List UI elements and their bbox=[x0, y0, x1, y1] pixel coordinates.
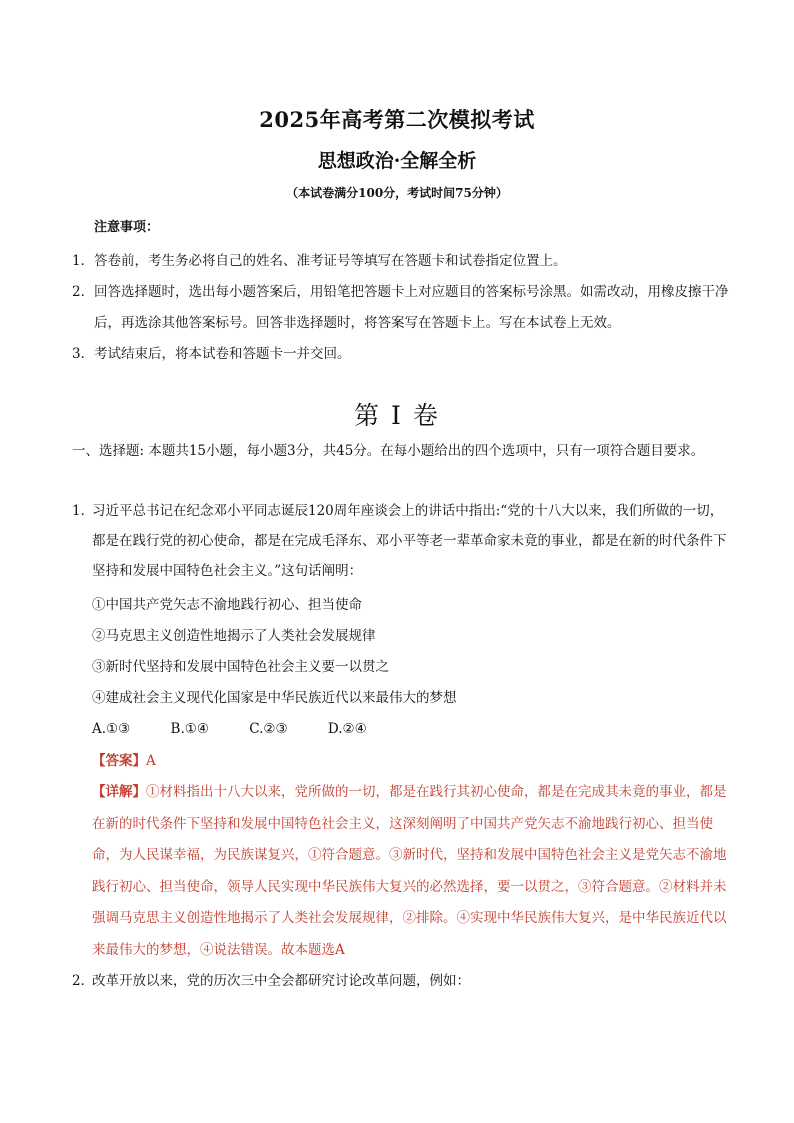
detail-explanation bbox=[92, 777, 732, 966]
notice-item-text: 考试结束后，将本试卷和答题卡一并交回。 bbox=[94, 346, 351, 362]
notice-heading: 注意事项： bbox=[94, 220, 160, 235]
statement-item: ②马克思主义创造性地揭示了人类社会发展规律 bbox=[92, 628, 376, 644]
detail-text: ①材料指出十八大以来，党所做的一切，都是在践行其初心使命，都是在完成其未竟的事业，都是在新的时代条件下坚持和发展中国特色社会主义，这深刻阐明了中国共产党矢志不渝地践行初心、担当使命，为人民谋幸福，为民族谋复兴，①符合题意。③新时代，坚持和发展中国特色社会主义是党矢志不渝地践行初心、担当使命，领导人民实现中华民族伟大复兴的必然选择，要一以贯之，③符合题意。②材料并未强调马克思主义创造性地揭示了人类社会发展规律，②排除。④实现中华民族伟大复兴，是中华民族近代以来最伟大的梦想，④说法错误。故本题选A bbox=[92, 784, 727, 958]
statement-item: ①中国共产党矢志不渝地践行初心、担当使命 bbox=[92, 597, 362, 613]
exam-note: （本试卷满分100分，考试时间75分钟） bbox=[286, 186, 508, 200]
notice-item-text: 答卷前，考生务必将自己的姓名、准考证号等填写在答题卡和试卷指定位置上。 bbox=[94, 253, 567, 269]
question-stem: 改革开放以来，党的历次三中全会都研究讨论改革问题，例如： bbox=[92, 973, 470, 989]
notice-item bbox=[72, 277, 732, 339]
section-title: 第 I 卷 bbox=[354, 401, 440, 430]
notice-list bbox=[72, 246, 732, 370]
exam-subtitle: 思想政治·全解全析 bbox=[317, 150, 477, 172]
choice-a: A.①③ bbox=[92, 721, 131, 737]
notice-item-text: 回答选择题时，选出每小题答案后，用铅笔把答题卡上对应题目的答案标号涂黑。如需改动，用橡皮擦干净后，再选涂其他答案标号。回答非选择题时，将答案写在答题卡上。写在本试卷上无效。 bbox=[94, 284, 729, 331]
choice-d: D.②④ bbox=[327, 721, 367, 737]
answer-line bbox=[92, 746, 156, 776]
exam-title: 2025年高考第二次模拟考试 bbox=[259, 107, 535, 132]
answer-label: 【答案】 bbox=[92, 753, 146, 769]
answer-value: A bbox=[146, 753, 156, 769]
question-number: 1． bbox=[72, 503, 95, 519]
detail-label: 【详解】 bbox=[92, 784, 146, 800]
notice-item-number: 2． bbox=[72, 284, 95, 300]
statement-list bbox=[92, 590, 732, 714]
question-1 bbox=[72, 496, 732, 586]
notice-item bbox=[72, 246, 732, 277]
choice-c: C.②③ bbox=[249, 721, 288, 737]
choice-b: B.①④ bbox=[170, 721, 209, 737]
notice-item-number: 1． bbox=[72, 253, 95, 269]
statement-item: ③新时代坚持和发展中国特色社会主义要一以贯之 bbox=[92, 659, 389, 675]
choice-list bbox=[92, 714, 403, 744]
notice-item-number: 3． bbox=[72, 346, 95, 362]
question-stem: 习近平总书记在纪念邓小平同志诞辰120周年座谈会上的讲话中指出:“党的十八大以来，我们所做的一切，都是在践行党的初心使命，都是在完成毛泽东、邓小平等老一辈革命家未竟的事业，都是在新的时代条件下坚持和发展中国特色社会主义。”这句话阐明： bbox=[92, 503, 727, 579]
notice-item bbox=[72, 339, 732, 370]
section-intro: 一、选择题: 本题共15小题，每小题3分，共45分。在每小题给出的四个选项中，只有一项符合题目要求。 bbox=[72, 443, 705, 459]
question-2 bbox=[72, 966, 732, 996]
question-number: 2． bbox=[72, 973, 95, 989]
statement-item: ④建成社会主义现代化国家是中华民族近代以来最伟大的梦想 bbox=[92, 690, 457, 706]
